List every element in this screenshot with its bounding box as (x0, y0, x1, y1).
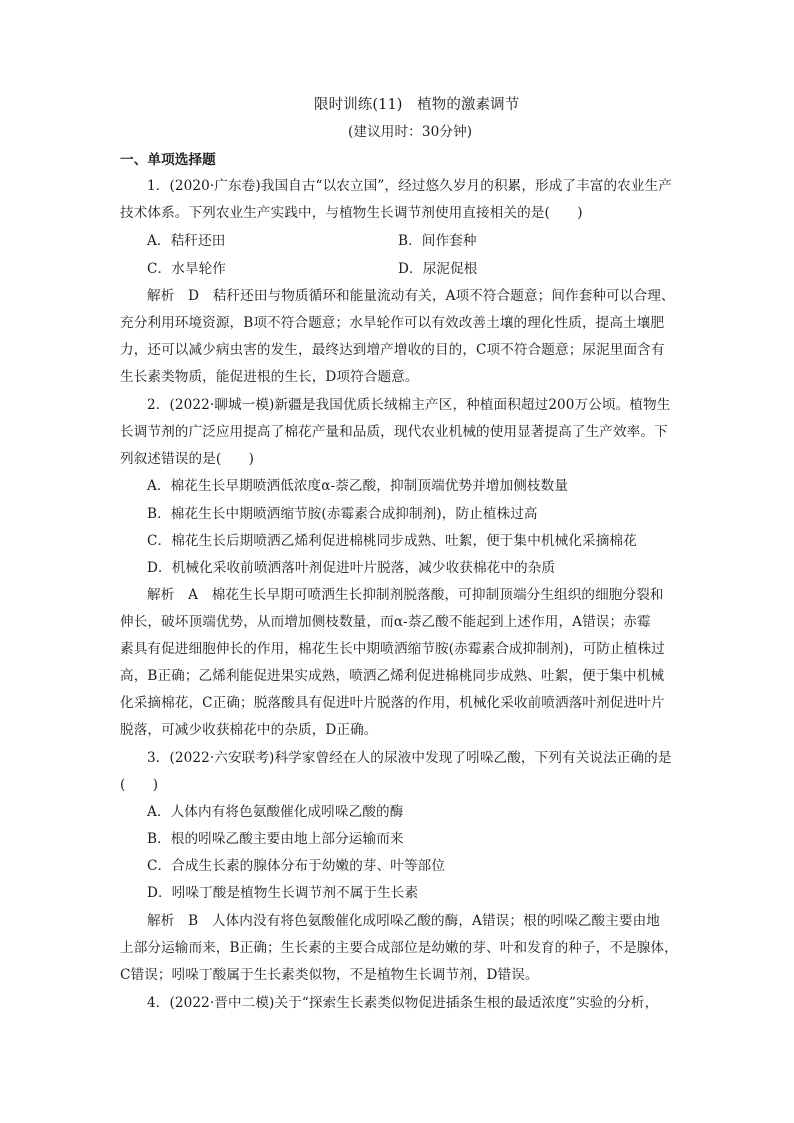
q2-option-b: B．棉花生长中期喷洒缩节胺(赤霉素合成抑制剂)，防止植株过高 (147, 506, 538, 522)
q2-explanation-line-1: 解析 A 棉花生长早期可喷洒生长抑制剂脱落酸，可抑制顶端分生组织的细胞分裂和 (147, 587, 664, 603)
q2-explanation-line-3: 素具有促进细胞伸长的作用，棉花生长中期喷洒缩节胺(赤霉素合成抑制剂)，可防止植株过 (120, 641, 665, 657)
q1-stem-line-1: 1．(2020·广东卷)我国自古“以农立国”，经过悠久岁月的积累，形成了丰富的农业生产 (147, 178, 672, 194)
q2-explanation-line-2: 伸长，破坏顶端优势，从而增加侧枝数量，而α-萘乙酸不能起到上述作用，A错误；赤霉 (120, 614, 651, 630)
q3-explanation-line-1: 解析 B 人体内没有将色氨酸催化成吲哚乙酸的酶，A错误；根的吲哚乙酸主要由地 (147, 913, 660, 929)
q1-option-c: C．水旱轮作 (147, 261, 226, 277)
q3-stem-line-1: 3．(2022·六安联考)科学家曾经在人的尿液中发现了吲哚乙酸，下列有关说法正确的是 (147, 750, 672, 766)
q1-explanation-line-2: 充分利用环境资源，B项不符合题意；水旱轮作可以有效改善土壤的理化性质，提高土壤肥 (120, 315, 665, 331)
q1-option-d: D．尿泥促根 (398, 261, 478, 277)
q2-stem-line-3: 列叙述错误的是( ) (120, 451, 255, 467)
section-heading: 一、单项选择题 (120, 152, 216, 168)
q2-explanation-line-5: 化采摘棉花，C正确；脱落酸具有促进叶片脱落的作用，机械化采收前喷洒落叶剂促进叶片 (120, 695, 665, 711)
q2-stem-line-1: 2．(2022·聊城一模)新疆是我国优质长绒棉主产区，种植面积超过200万公顷。植物生 (147, 397, 671, 413)
page-title: 限时训练(11) 植物的激素调节 (314, 97, 520, 113)
q3-option-b: B．根的吲哚乙酸主要由地上部分运输而来 (147, 831, 404, 847)
q3-option-c: C．合成生长素的腺体分布于幼嫩的芽、叶等部位 (147, 858, 446, 874)
q3-option-d: D．吲哚丁酸是植物生长调节剂不属于生长素 (147, 885, 419, 901)
q2-option-c: C．棉花生长后期喷洒乙烯利促进棉桃同步成熟、吐絮，便于集中机械化采摘棉花 (147, 533, 637, 549)
q1-explanation-line-1: 解析 D 秸秆还田与物质循环和能量流动有关，A项不符合题意；间作套种可以合理、 (147, 288, 675, 304)
q2-option-d: D．机械化采收前喷洒落叶剂促进叶片脱落，减少收获棉花中的杂质 (147, 560, 556, 576)
q1-explanation-line-3: 力，还可以减少病虫害的发生，最终达到增产增收的目的，C项不符合题意；尿泥里面含有 (120, 342, 665, 358)
q2-stem-line-2: 长调节剂的广泛应用提高了棉花产量和品质，现代农业机械的使用显著提高了生产效率。下 (120, 424, 668, 440)
q3-explanation-line-3: C错误；吲哚丁酸属于生长素类似物，不是植物生长调节剂，D错误。 (120, 967, 539, 983)
q2-option-a: A．棉花生长早期喷洒低浓度α-萘乙酸，抑制顶端优势并增加侧枝数量 (147, 478, 569, 494)
q3-stem-line-2: ( ) (120, 777, 159, 793)
suggested-time: (建议用时：30分钟) (348, 124, 473, 140)
q2-explanation-line-4: 高，B正确；乙烯利能促进果实成熟，喷洒乙烯利促进棉桃同步成熟、吐絮，便于集中机械 (120, 668, 665, 684)
q2-explanation-line-6: 脱落，可减少收获棉花中的杂质，D正确。 (120, 722, 378, 738)
q1-stem-line-2: 技术体系。下列农业生产实践中，与植物生长调节剂使用直接相关的是( ) (120, 205, 583, 221)
q4-stem-line-1: 4．(2022·晋中二模)关于“探索生长素类似物促进插条生根的最适浓度”实验的分析， (147, 995, 659, 1011)
q1-explanation-line-4: 生长素类物质，能促进根的生长，D项符合题意。 (120, 369, 419, 385)
q3-option-a: A．人体内有将色氨酸催化成吲哚乙酸的酶 (147, 804, 404, 820)
q1-option-a: A．秸秆还田 (147, 233, 226, 249)
q3-explanation-line-2: 上部分运输而来，B正确；生长素的主要合成部位是幼嫩的芽、叶和发育的种子，不是腺体， (120, 940, 678, 956)
q1-option-b: B．间作套种 (398, 233, 477, 249)
